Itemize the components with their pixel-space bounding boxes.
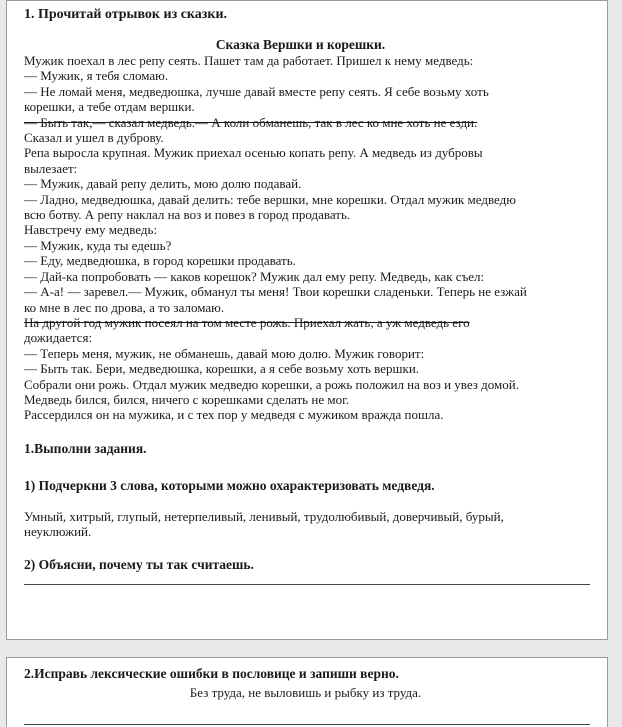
task-card-2 xyxy=(6,657,608,727)
story-line: — А-а! — заревел.— Мужик, обманул ты меня! Твои корешки сладеньки. Теперь не езжай xyxy=(24,284,527,300)
story-line: Навстречу ему медведь: xyxy=(24,222,158,238)
story-line: — Дай-ка попробовать — каков корешок? Мужик дал ему репу. Медведь, как съел: xyxy=(24,268,485,284)
section-1-heading: 1. Прочитай отрывок из сказки. xyxy=(24,7,228,22)
story-line: — Быть так. Бери, медведюшка, корешки, а я себе возьму хоть вершки. xyxy=(24,361,420,377)
adjective-line: неуклюжий. xyxy=(24,524,92,540)
answer-line[interactable] xyxy=(24,584,590,585)
story-line: Сказал и ушел в дуброву. xyxy=(24,130,164,146)
answer-line[interactable] xyxy=(24,724,590,725)
story-line: ко мне в лес по дрова, а то заломаю. xyxy=(24,299,225,315)
story-line: всю ботву. А репу наклал на воз и повез в город продавать. xyxy=(24,207,351,223)
story-line: — Мужик, куда ты едешь? xyxy=(24,237,172,253)
proverb: Без труда, не выловишь и рыбку из труда. xyxy=(189,685,422,700)
story-text xyxy=(24,53,597,423)
section-2-heading: 2.Исправь лексические ошибки в пословице и запиши верно. xyxy=(24,666,399,681)
story-line-struck: — Быть так,— сказал медведь.— А коли обманешь, так в лес ко мне хоть не езди. xyxy=(24,114,478,130)
question-1: 1) Подчеркни 3 слова, которыми можно охарактеризовать медведя. xyxy=(24,477,435,493)
question-2: 2) Объясни, почему ты так считаешь. xyxy=(24,556,254,572)
story-line: корешки, а тебе отдам вершки. xyxy=(24,99,195,115)
story-line: Рассердился он на мужика, и с тех пор у медведя с мужиком вражда пошла. xyxy=(24,407,444,423)
story-line: — Не ломай меня, медведюшка, лучше давай вместе репу сеять. Я себе возьму хоть xyxy=(24,83,489,99)
story-line: — Мужик, я тебя сломаю. xyxy=(24,68,169,84)
adjective-list xyxy=(24,509,597,540)
story-line: — Мужик, давай репу делить, мою долю подавай. xyxy=(24,176,302,192)
story-title: Сказка Вершки и корешки. xyxy=(215,37,386,52)
story-line: Репа выросла крупная. Мужик приехал осенью копать репу. А медведь из дубровы xyxy=(24,145,483,161)
story-line: — Еду, медведюшка, в город корешки продавать. xyxy=(24,253,296,269)
story-line: — Ладно, медведюшка, давай делить: тебе вершки, мне корешки. Отдал мужик медведю xyxy=(24,191,516,207)
story-line: Медведь бился, бился, ничего с корешками сделать не мог. xyxy=(24,391,350,407)
tasks-heading: 1.Выполни задания. xyxy=(24,440,147,456)
story-line: Собрали они рожь. Отдал мужик медведю корешки, а рожь положил на воз и увез домой. xyxy=(24,376,519,392)
story-line: — Теперь меня, мужик, не обманешь, давай мою долю. Мужик говорит: xyxy=(24,345,425,361)
task-card-1 xyxy=(6,0,608,640)
story-line: вылезает: xyxy=(24,160,78,176)
story-line-struck: На другой год мужик посеял на том месте рожь. Приехал жать, а уж медведь его xyxy=(24,314,470,330)
story-line: дожидается: xyxy=(24,330,93,346)
story-line: Мужик поехал в лес репу сеять. Пашет там да работает. Пришел к нему медведь: xyxy=(24,53,474,68)
adjective-line: Умный, хитрый, глупый, нетерпеливый, ленивый, трудолюбивый, доверчивый, бурый, xyxy=(24,508,504,524)
